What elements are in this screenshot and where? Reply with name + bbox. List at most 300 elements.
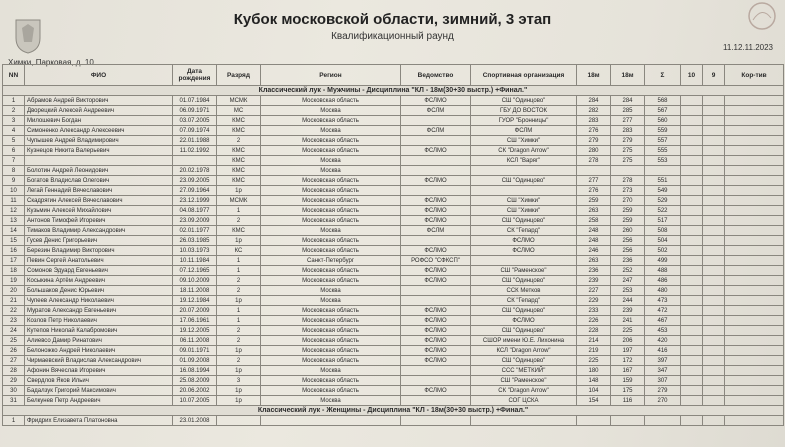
cell-club: ССС "МЕТКИЙ"	[471, 366, 577, 376]
cell-dept: ФСЛМ	[401, 126, 471, 136]
cell-tens	[681, 326, 703, 336]
table-row	[3, 376, 784, 386]
cell-tens	[681, 376, 703, 386]
cell-dob: 27.09.1964	[173, 186, 217, 196]
cell-nn: 1	[3, 416, 25, 426]
cell-region: Москва	[261, 166, 401, 176]
cell-r2: 206	[611, 336, 645, 346]
cell-nn: 15	[3, 236, 25, 246]
cell-rank: 1р	[217, 296, 261, 306]
cell-nn: 19	[3, 276, 25, 286]
cell-r1: 236	[577, 266, 611, 276]
cell-r2: 283	[611, 126, 645, 136]
date-text: 11.12.11.2023	[723, 43, 773, 52]
document-subtitle: Квалификационный раунд	[331, 31, 454, 42]
cell-kor	[725, 176, 784, 186]
cell-kor	[725, 206, 784, 216]
cell-total: 453	[645, 326, 681, 336]
cell-nines	[703, 126, 725, 136]
cell-dept: ФСЛМО	[401, 246, 471, 256]
table-row	[3, 416, 784, 426]
cell-tens	[681, 116, 703, 126]
cell-dept: ФСЛМО	[401, 206, 471, 216]
cell-club: СШ "Одинцово"	[471, 326, 577, 336]
cell-tens	[681, 316, 703, 326]
cell-nines	[703, 156, 725, 166]
table-row	[3, 186, 784, 196]
table-row	[3, 246, 784, 256]
section-row-women	[3, 406, 784, 416]
cell-tens	[681, 366, 703, 376]
cell-rank: 2	[217, 136, 261, 146]
cell-region: Московская область	[261, 146, 401, 156]
cell-club: СК "Гепард"	[471, 226, 577, 236]
cell-region: Московская область	[261, 376, 401, 386]
cell-dept	[401, 296, 471, 306]
cell-club: СШ "Одинцово"	[471, 176, 577, 186]
cell-tens	[681, 206, 703, 216]
cell-club	[471, 416, 577, 426]
cell-club: СК "Гепард"	[471, 296, 577, 306]
cell-tens	[681, 416, 703, 426]
cell-region: Москва	[261, 106, 401, 116]
cell-nines	[703, 416, 725, 426]
cell-kor	[725, 186, 784, 196]
cell-r2: 278	[611, 176, 645, 186]
cell-dept: ФСЛМО	[401, 386, 471, 396]
cell-nn: 20	[3, 286, 25, 296]
document-title: Кубок московской области, зимний, 3 этап	[233, 11, 552, 28]
cell-name: Чупышев Андрей Владимирович	[25, 136, 173, 146]
cell-r2: 253	[611, 286, 645, 296]
cell-tens	[681, 136, 703, 146]
cell-kor	[725, 166, 784, 176]
venue-text: Химки, Парковая, д. 10	[8, 58, 94, 67]
cell-dept	[401, 166, 471, 176]
table-row	[3, 266, 784, 276]
cell-nn: 18	[3, 266, 25, 276]
cell-rank: 1р	[217, 386, 261, 396]
section-title-women: Классический лук - Женщины - Дисциплина "КЛ - 18м(30+30 выстр.) +Финал."	[3, 406, 784, 416]
table-row	[3, 216, 784, 226]
cell-club: ФСЛМО	[471, 246, 577, 256]
col-nines: 9	[703, 65, 725, 86]
cell-kor	[725, 126, 784, 136]
cell-total: 488	[645, 266, 681, 276]
cell-region: Московская область	[261, 346, 401, 356]
cell-dept: ФСЛМО	[401, 276, 471, 286]
cell-nn: 21	[3, 296, 25, 306]
cell-kor	[725, 316, 784, 326]
cell-tens	[681, 296, 703, 306]
cell-region: Москва	[261, 296, 401, 306]
col-dob: Дата рождения	[173, 65, 217, 86]
cell-region: Санкт-Петербург	[261, 256, 401, 266]
cell-name: Кутепов Николай Калабромович	[25, 326, 173, 336]
cell-name: Дворецкий Алексей Андреевич	[25, 106, 173, 116]
col-tens: 10	[681, 65, 703, 86]
cell-nn: 28	[3, 366, 25, 376]
table-row	[3, 356, 784, 366]
cell-nn: 4	[3, 126, 25, 136]
cell-region: Московская область	[261, 216, 401, 226]
cell-tens	[681, 126, 703, 136]
cell-rank: МСМК	[217, 196, 261, 206]
cell-dob: 26.03.1985	[173, 236, 217, 246]
cell-rank: 1р	[217, 346, 261, 356]
cell-nines	[703, 176, 725, 186]
cell-dob: 23.12.1999	[173, 196, 217, 206]
cell-r1: 276	[577, 126, 611, 136]
cell-dept	[401, 286, 471, 296]
cell-club	[471, 256, 577, 266]
cell-tens	[681, 146, 703, 156]
cell-kor	[725, 116, 784, 126]
cell-r1: 259	[577, 196, 611, 206]
cell-r2: 256	[611, 246, 645, 256]
cell-r1: 280	[577, 146, 611, 156]
table-row	[3, 176, 784, 186]
results-table	[2, 64, 784, 426]
cell-rank: КМС	[217, 126, 261, 136]
cell-tens	[681, 226, 703, 236]
cell-nn: 31	[3, 396, 25, 406]
cell-region: Московская область	[261, 116, 401, 126]
cell-r2: 279	[611, 136, 645, 146]
cell-total: 270	[645, 396, 681, 406]
cell-kor	[725, 236, 784, 246]
cell-rank: КМС	[217, 166, 261, 176]
cell-dob: 10.07.2005	[173, 396, 217, 406]
cell-tens	[681, 336, 703, 346]
cell-dept	[401, 136, 471, 146]
cell-dept	[401, 396, 471, 406]
cell-dob: 23.09.2009	[173, 216, 217, 226]
cell-name: Кузнецов Никита Валерьевич	[25, 146, 173, 156]
col-club: Спортивная организация	[471, 65, 577, 86]
cell-tens	[681, 256, 703, 266]
table-row	[3, 206, 784, 216]
cell-dept: РОФСО "СФКСП"	[401, 256, 471, 266]
cell-dob: 20.02.1978	[173, 166, 217, 176]
cell-region: Московская область	[261, 306, 401, 316]
cell-name: Болотин Андрей Леонидович	[25, 166, 173, 176]
cell-r2: 172	[611, 356, 645, 366]
cell-kor	[725, 306, 784, 316]
cell-kor	[725, 226, 784, 236]
cell-kor	[725, 96, 784, 106]
cell-name: Чупеев Александр Николаевич	[25, 296, 173, 306]
table-row	[3, 286, 784, 296]
cell-name: Легай Геннадий Вячеславович	[25, 186, 173, 196]
cell-nn: 29	[3, 376, 25, 386]
cell-region: Московская область	[261, 386, 401, 396]
cell-tens	[681, 346, 703, 356]
cell-nines	[703, 106, 725, 116]
table-row	[3, 386, 784, 396]
cell-region: Московская область	[261, 326, 401, 336]
cell-name: Козлов Петр Николаевич	[25, 316, 173, 326]
cell-total: 486	[645, 276, 681, 286]
cell-r1: 248	[577, 236, 611, 246]
cell-r1: 239	[577, 276, 611, 286]
cell-region: Московская область	[261, 356, 401, 366]
cell-nn: 26	[3, 346, 25, 356]
cell-kor	[725, 326, 784, 336]
cell-total	[645, 416, 681, 426]
cell-dept: ФСЛМО	[401, 216, 471, 226]
cell-tens	[681, 266, 703, 276]
table-row	[3, 106, 784, 116]
cell-region: Москва	[261, 226, 401, 236]
cell-r1: 154	[577, 396, 611, 406]
col-total: Σ	[645, 65, 681, 86]
cell-r1: 228	[577, 326, 611, 336]
cell-r2: 244	[611, 296, 645, 306]
cell-nines	[703, 306, 725, 316]
cell-tens	[681, 156, 703, 166]
cell-dept: ФСЛМ	[401, 226, 471, 236]
table-row	[3, 236, 784, 246]
cell-dob: 25.08.2009	[173, 376, 217, 386]
cell-rank: 2	[217, 336, 261, 346]
cell-dept: ФСЛМО	[401, 356, 471, 366]
cell-nines	[703, 196, 725, 206]
cell-kor	[725, 376, 784, 386]
cell-nines	[703, 166, 725, 176]
cell-club: СШ "Химки"	[471, 196, 577, 206]
cell-tens	[681, 166, 703, 176]
cell-nines	[703, 386, 725, 396]
cell-dob: 10.11.1984	[173, 256, 217, 266]
cell-nines	[703, 396, 725, 406]
cell-rank: 2	[217, 286, 261, 296]
cell-name: Афонин Вячеслав Игоревич	[25, 366, 173, 376]
cell-dob: 10.03.1973	[173, 246, 217, 256]
cell-total: 504	[645, 236, 681, 246]
cell-name: Белоножко Андрей Николаевич	[25, 346, 173, 356]
cell-club: СШ "Одинцово"	[471, 356, 577, 366]
cell-total: 551	[645, 176, 681, 186]
cell-rank: 2	[217, 326, 261, 336]
cell-total: 567	[645, 106, 681, 116]
col-dept: Ведомство	[401, 65, 471, 86]
cell-club: СШОР имени Ю.Е. Лихонина	[471, 336, 577, 346]
cell-kor	[725, 246, 784, 256]
cell-kor	[725, 366, 784, 376]
table-row	[3, 306, 784, 316]
cell-dept: ФСЛМО	[401, 346, 471, 356]
cell-nines	[703, 256, 725, 266]
table-row	[3, 366, 784, 376]
cell-r2	[611, 166, 645, 176]
table-row	[3, 166, 784, 176]
cell-tens	[681, 386, 703, 396]
cell-nn: 22	[3, 306, 25, 316]
cell-r2: 270	[611, 196, 645, 206]
cell-r2: 275	[611, 156, 645, 166]
table-row	[3, 296, 784, 306]
cell-kor	[725, 106, 784, 116]
cell-r2: 277	[611, 116, 645, 126]
cell-dept: ФСЛМО	[401, 316, 471, 326]
cell-name: Фридрих Елизавета Платоновна	[25, 416, 173, 426]
cell-nn: 14	[3, 226, 25, 236]
table-row	[3, 116, 784, 126]
cell-dob: 06.09.1971	[173, 106, 217, 116]
cell-r2: 116	[611, 396, 645, 406]
cell-tens	[681, 216, 703, 226]
cell-tens	[681, 186, 703, 196]
cell-nn: 9	[3, 176, 25, 186]
cell-total	[645, 166, 681, 176]
cell-r1: 282	[577, 106, 611, 116]
cell-r2: 197	[611, 346, 645, 356]
cell-dob: 20.07.2009	[173, 306, 217, 316]
cell-dob: 02.01.1977	[173, 226, 217, 236]
table-row	[3, 336, 784, 346]
cell-nn: 25	[3, 336, 25, 346]
cell-r1: 219	[577, 346, 611, 356]
cell-dob: 19.12.2005	[173, 326, 217, 336]
cell-dept: ФСЛМО	[401, 146, 471, 156]
table-header-row	[3, 65, 784, 86]
cell-dept: ФСЛМО	[401, 96, 471, 106]
cell-dept	[401, 416, 471, 426]
cell-r1: 180	[577, 366, 611, 376]
cell-rank: 1	[217, 316, 261, 326]
cell-club: СОГ ЦСКА	[471, 396, 577, 406]
cell-dob: 03.07.2005	[173, 116, 217, 126]
cell-rank: МС	[217, 106, 261, 116]
cell-r2: 275	[611, 146, 645, 156]
cell-r2: 284	[611, 96, 645, 106]
cell-rank: 1р	[217, 396, 261, 406]
cell-region: Московская область	[261, 196, 401, 206]
cell-r1: 229	[577, 296, 611, 306]
cell-tens	[681, 196, 703, 206]
cell-club: СК "Dragon Arrow"	[471, 386, 577, 396]
cell-nn: 3	[3, 116, 25, 126]
cell-nines	[703, 296, 725, 306]
cell-rank: 1	[217, 266, 261, 276]
cell-dob: 19.12.1984	[173, 296, 217, 306]
cell-dob: 18.11.2008	[173, 286, 217, 296]
cell-dob: 01.07.1984	[173, 96, 217, 106]
cell-r2: 256	[611, 236, 645, 246]
cell-tens	[681, 306, 703, 316]
section-row-men	[3, 86, 784, 96]
cell-name: Белкунев Петр Андреевич	[25, 396, 173, 406]
cell-dept	[401, 156, 471, 166]
cell-total: 522	[645, 206, 681, 216]
cell-name: Сомонов Эдуард Евгеньевич	[25, 266, 173, 276]
cell-name: Певин Сергей Анатольевич	[25, 256, 173, 266]
cell-r1: 283	[577, 116, 611, 126]
cell-club: ССК Метков	[471, 286, 577, 296]
cell-total: 416	[645, 346, 681, 356]
cell-dob	[173, 156, 217, 166]
cell-dob: 16.08.1994	[173, 366, 217, 376]
cell-name: Тимаков Владимир Александрович	[25, 226, 173, 236]
cell-r2: 260	[611, 226, 645, 236]
cell-r2: 247	[611, 276, 645, 286]
cell-rank: КМС	[217, 156, 261, 166]
cell-region: Москва	[261, 366, 401, 376]
cell-kor	[725, 256, 784, 266]
section-title-men: Классический лук - Мужчины - Дисциплина "КЛ - 18м(30+30 выстр.) +Финал."	[3, 86, 784, 96]
cell-nines	[703, 206, 725, 216]
col-kor: Кор-тив	[725, 65, 784, 86]
cell-name: Гусев Денис Григорьевич	[25, 236, 173, 246]
cell-total: 568	[645, 96, 681, 106]
cell-kor	[725, 336, 784, 346]
cell-kor	[725, 286, 784, 296]
cell-r1: 258	[577, 216, 611, 226]
cell-nn: 1	[3, 96, 25, 106]
cell-dob: 20.06.2002	[173, 386, 217, 396]
cell-tens	[681, 106, 703, 116]
cell-rank: 1р	[217, 236, 261, 246]
cell-region: Московская область	[261, 186, 401, 196]
cell-dob: 07.09.1974	[173, 126, 217, 136]
cell-club	[471, 166, 577, 176]
cell-club: СШ "Одинцово"	[471, 306, 577, 316]
cell-kor	[725, 156, 784, 166]
cell-r1: 284	[577, 96, 611, 106]
cell-rank: 1	[217, 306, 261, 316]
table-row	[3, 396, 784, 406]
cell-rank: МСМК	[217, 96, 261, 106]
cell-name: Большаков Денис Юрьевич	[25, 286, 173, 296]
cell-region: Москва	[261, 286, 401, 296]
cell-nn: 11	[3, 196, 25, 206]
cell-club: СШ "Химки"	[471, 136, 577, 146]
cell-dept: ФСЛМО	[401, 336, 471, 346]
cell-nines	[703, 186, 725, 196]
cell-club: СШ "Одинцово"	[471, 276, 577, 286]
cell-nines	[703, 366, 725, 376]
table-row	[3, 226, 784, 236]
cell-region: Московская область	[261, 236, 401, 246]
cell-rank: 1	[217, 256, 261, 266]
cell-name: Косыкина Артём Андреевич	[25, 276, 173, 286]
cell-r1: 214	[577, 336, 611, 346]
cell-region: Московская область	[261, 316, 401, 326]
cell-r1: 148	[577, 376, 611, 386]
cell-dob: 09.10.2009	[173, 276, 217, 286]
cell-name: Симоненко Александр Алексеевич	[25, 126, 173, 136]
cell-name	[25, 156, 173, 166]
cell-r1: 263	[577, 206, 611, 216]
table-row	[3, 156, 784, 166]
cell-kor	[725, 276, 784, 286]
cell-name: Скадрягин Алексей Вячеславович	[25, 196, 173, 206]
col-r1: 18м	[577, 65, 611, 86]
cell-kor	[725, 196, 784, 206]
col-region: Регион	[261, 65, 401, 86]
cell-nines	[703, 116, 725, 126]
cell-total: 347	[645, 366, 681, 376]
cell-r1: 277	[577, 176, 611, 186]
cell-dob: 22.01.1988	[173, 136, 217, 146]
table-row	[3, 326, 784, 336]
cell-nines	[703, 346, 725, 356]
cell-kor	[725, 146, 784, 156]
table-row	[3, 346, 784, 356]
cell-club: ГУОР "Бронницы"	[471, 116, 577, 126]
cell-nn: 23	[3, 316, 25, 326]
